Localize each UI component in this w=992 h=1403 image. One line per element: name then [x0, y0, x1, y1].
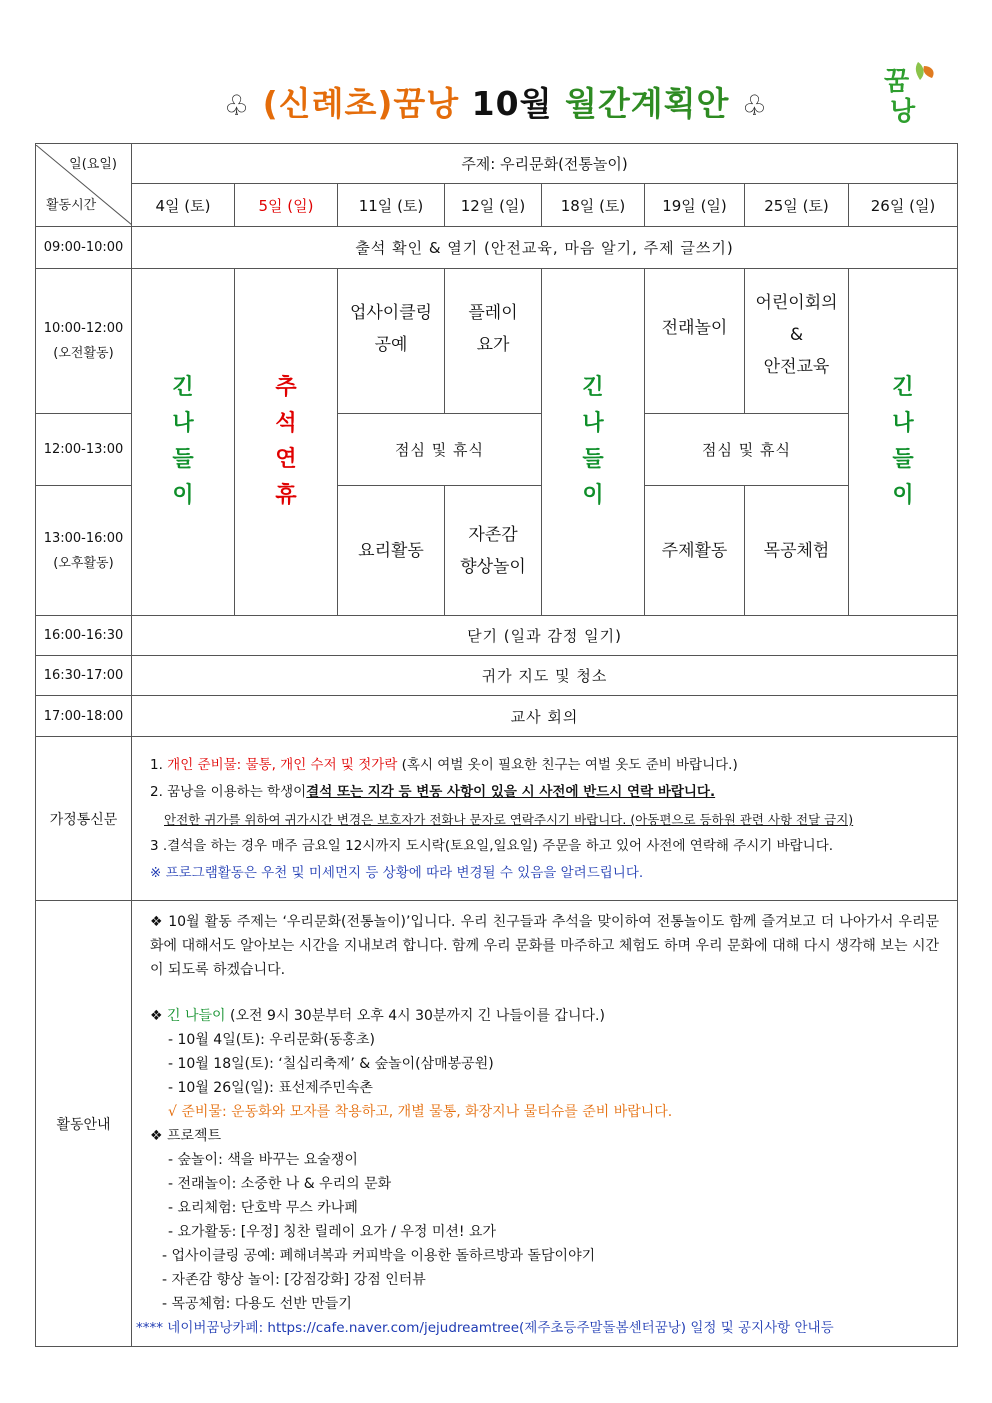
day-header: 18일 (토) [542, 184, 645, 227]
project-item: - 전래놀이: 소중한 나 & 우리의 문화 [168, 1175, 392, 1192]
outing-cell [132, 269, 235, 616]
guide-label: 활동안내 [36, 901, 132, 1347]
outing-char: 들 [172, 447, 194, 472]
activity-line: 업사이클링 [349, 303, 433, 323]
notice-item-4: ※ 프로그램활동은 우천 및 미세먼지 등 상황에 따라 변경될 수 있음을 알려드립니다. [150, 865, 644, 881]
outing-item: - 10월 26일(일): 표선제주민속촌 [168, 1079, 373, 1096]
title-org: (신례초)꿈낭 [262, 84, 460, 123]
closing-cell: 닫기 (일과 감정 일기) [132, 616, 958, 656]
activity-line: 플레이 [468, 303, 518, 323]
svg-text:꿈: 꿈 [884, 67, 910, 97]
outing-char: 이 [172, 483, 194, 508]
title-plan: 월간계획안 [564, 84, 730, 123]
corner-time-label: 활동시간 [46, 198, 97, 213]
outing-char: 긴 [172, 375, 194, 400]
theme-cell: 주제: 우리문화(전통놀이) [132, 144, 958, 184]
outing-char: 들 [892, 447, 914, 472]
day-header: 4일 (토) [132, 184, 235, 227]
time-note: (오후활동) [53, 555, 114, 571]
outing-char: 나 [172, 411, 194, 436]
project-heading: ❖ 프로젝트 [150, 1127, 222, 1144]
outing-item: - 10월 18일(토): ‘칠십리축제’ & 숲놀이(삼매봉공원) [168, 1055, 494, 1072]
page-title [0, 78, 992, 125]
activity-line: 공예 [374, 335, 408, 355]
notice-text: 2. 꿈낭을 이용하는 학생이 [150, 784, 307, 800]
notice-item-3: 3 .결석을 하는 경우 매주 금요일 12시까지 도시락(토요일,일요일) 주문을 하고 있어 사전에 연락해 주시기 바랍니다. [150, 838, 834, 854]
day-header: 11일 (토) [338, 184, 445, 227]
outing-char: 이 [582, 483, 604, 508]
bullet: ❖ [150, 1007, 168, 1024]
day-header: 25일 (토) [745, 184, 849, 227]
project-item: - 업사이클링 공예: 폐해녀복과 커피박을 이용한 돌하르방과 돌담이야기 [162, 1247, 596, 1264]
activity-line: & [789, 325, 804, 345]
corner-header-cell [36, 144, 132, 227]
notice-text: (혹시 여벌 옷이 필요한 친구는 여벌 옷도 준비 바랍니다.) [397, 757, 738, 773]
going-home-cell: 귀가 지도 및 청소 [132, 656, 958, 696]
club-symbol-left: ♧ [224, 89, 251, 122]
morning-common-cell: 출석 확인 & 열기 (안전교육, 마음 알기, 주제 글쓰기) [132, 227, 958, 269]
project-item: - 요리체험: 단호박 무스 카나페 [168, 1199, 358, 1216]
outing-cell [849, 269, 958, 616]
activity-upcycling [338, 269, 445, 414]
project-item: - 숲놀이: 색을 바꾸는 요술쟁이 [168, 1151, 358, 1168]
holiday-char: 석 [275, 411, 297, 436]
day-header: 12일 (일) [445, 184, 542, 227]
day-header: 19일 (일) [645, 184, 745, 227]
outing-char: 긴 [892, 375, 914, 400]
activity-line: 전래놀이 [661, 318, 728, 338]
holiday-char: 연 [275, 447, 297, 472]
svg-text:낭: 낭 [890, 97, 916, 124]
outing-char: 이 [892, 483, 914, 508]
holiday-char: 추 [275, 375, 297, 400]
outing-cell [542, 269, 645, 616]
time-cell: 16:00-16:30 [36, 616, 132, 656]
time-cell-afternoon [36, 486, 132, 616]
corner-day-label: 일(요일) [69, 157, 117, 172]
cafe-link[interactable]: **** 네이버꿈낭카페: https://cafe.naver.com/jejudreamtree(제주초등주말돌봄센터꿈낭) 일정 및 공지사항 안내등 [136, 1319, 834, 1336]
outing-prep: √ 준비물: 운동화와 모자를 착용하고, 개별 물통, 화장지나 물티슈를 준비 바랍니다. [168, 1103, 673, 1120]
time-cell: 09:00-10:00 [36, 227, 132, 269]
notice-item-2-sub: 안전한 귀가를 위하여 귀가시간 변경은 보호자가 전화나 문자로 연락주시기 바랍니다. (아동편으로 등하원 관련 사항 전달 금지) [164, 812, 854, 827]
time-cell: 12:00-13:00 [36, 414, 132, 486]
notice-cell [132, 737, 958, 901]
outing-heading [150, 1004, 939, 1028]
project-item: - 요가활동: [우정] 칭찬 릴레이 요가 / 우정 미션! 요가 [168, 1223, 497, 1240]
outing-desc: (오전 9시 30분부터 오후 4시 30분까지 긴 나들이를 갑니다.) [225, 1007, 605, 1024]
activity-line: 안전교육 [763, 357, 830, 377]
lunch-cell: 점심 및 휴식 [338, 414, 542, 486]
time-range: 13:00-16:00 [43, 530, 124, 546]
guide-intro: ❖ 10월 활동 주제는 ‘우리문화(전통놀이)’입니다. 우리 친구들과 추석을 맞이하여 전통놀이도 함께 즐겨보고 더 나아가서 우리문화에 대해서도 알아보는 시간을 지내보려 합니다. 함께 우리 문화를 마주하고 체험도 하며 우리 문화에 대해 다시 생각해 보는 시간이 되도록 하겠습니다. [150, 913, 940, 978]
club-symbol-right: ♧ [741, 89, 768, 122]
dreamtree-logo [880, 58, 936, 124]
outing-char: 나 [582, 411, 604, 436]
notice-emphasis: 결석 또는 지각 등 변동 사항이 있을 시 사전에 반드시 연락 바랍니다. [306, 784, 716, 800]
outing-char: 나 [892, 411, 914, 436]
activity-kids-meeting [745, 269, 849, 414]
monthly-plan-table [35, 143, 958, 1347]
notice-supplies: 개인 준비물: 물통, 개인 수저 및 젓가락 [167, 757, 398, 773]
time-cell-morning [36, 269, 132, 414]
title-month: 10월 [471, 84, 553, 123]
holiday-char: 휴 [275, 483, 297, 508]
time-note: (오전활동) [53, 346, 114, 361]
activity-line: 향상놀이 [460, 556, 526, 577]
activity-line: 요가 [476, 335, 510, 355]
day-header: 5일 (일) [235, 184, 338, 227]
activity-cooking: 요리활동 [338, 486, 445, 616]
notice-num: 1. [150, 757, 168, 773]
activity-woodwork: 목공체험 [745, 486, 849, 616]
notice-label: 가정통신문 [36, 737, 132, 901]
time-range: 10:00-12:00 [43, 321, 124, 336]
activity-yoga [445, 269, 542, 414]
outing-char: 들 [582, 447, 604, 472]
activity-line: 자존감 [468, 524, 518, 545]
day-header: 26일 (일) [849, 184, 958, 227]
project-item: - 목공체험: 다용도 선반 만들기 [162, 1295, 352, 1312]
outing-title: 긴 나들이 [167, 1007, 226, 1024]
notice-item-2 [150, 779, 943, 806]
notice-item-1 [150, 752, 943, 779]
holiday-cell [235, 269, 338, 616]
activity-theme: 주제활동 [645, 486, 745, 616]
project-item: - 자존감 향상 놀이: [강점강화] 강점 인터뷰 [162, 1271, 426, 1288]
guide-cell [132, 901, 958, 1347]
outing-char: 긴 [582, 375, 604, 400]
activity-self-esteem [445, 486, 542, 616]
time-cell: 17:00-18:00 [36, 696, 132, 737]
outing-item: - 10월 4일(토): 우리문화(동홍초) [168, 1031, 375, 1048]
time-cell: 16:30-17:00 [36, 656, 132, 696]
activity-line: 어린이회의 [755, 293, 838, 313]
activity-traditional-play [645, 269, 745, 414]
teacher-meeting-cell: 교사 회의 [132, 696, 958, 737]
lunch-cell: 점심 및 휴식 [645, 414, 849, 486]
